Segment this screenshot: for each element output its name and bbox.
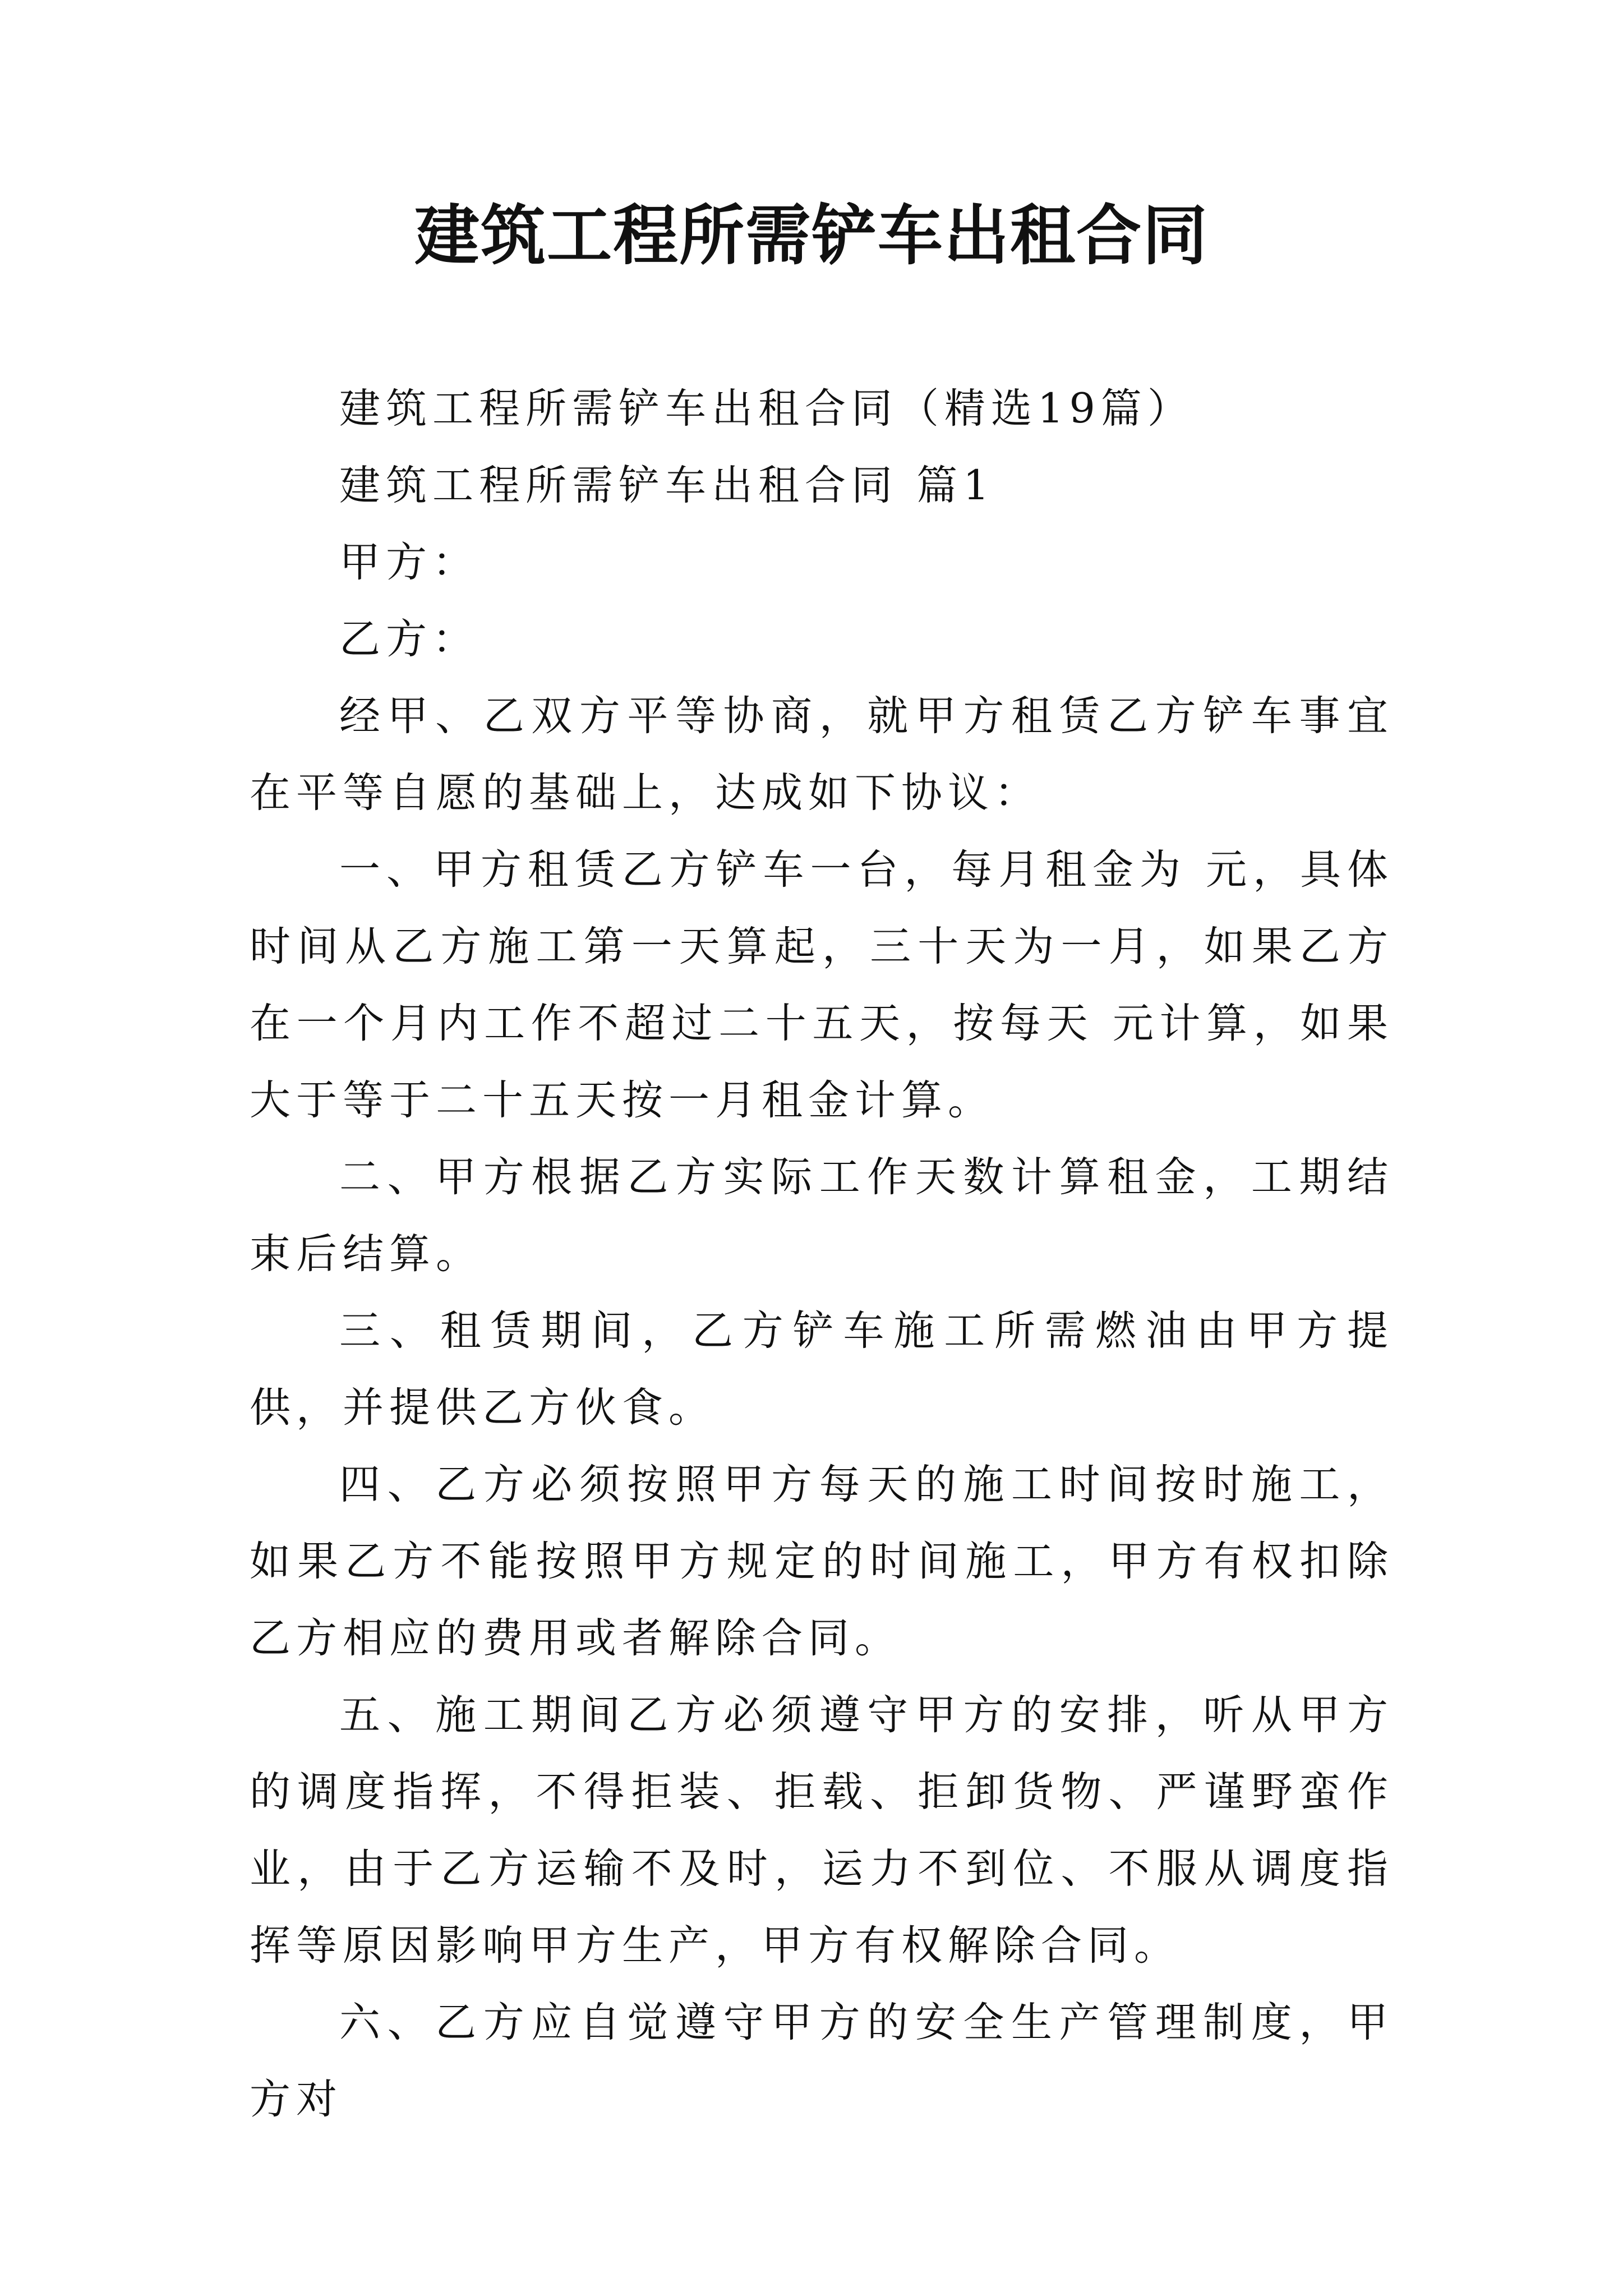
paragraph-clause-5: 五、施工期间乙方必须遵守甲方的安排，听从甲方的调度指挥，不得拒装、拒载、拒卸货物、严谨野蛮作业，由于乙方运输不及时，运力不到位、不服从调度指挥等原因影响甲方生产，甲方有权解除合同。 — [250, 1691, 1394, 1970]
paragraph-clause-6: 六、乙方应自觉遵守甲方的安全生产管理制度，甲方对 — [250, 1999, 1394, 2123]
paragraph-clause-2: 二、甲方根据乙方实际工作天数计算租金，工期结束后结算。 — [250, 1153, 1394, 1278]
paragraph-section-heading: 建筑工程所需铲车出租合同 篇1 — [339, 462, 995, 509]
paragraph-clause-4: 四、乙方必须按照甲方每天的施工时间按时施工，如果乙方不能按照甲方规定的时间施工，甲方有权扣除乙方相应的费用或者解除合同。 — [250, 1461, 1394, 1662]
paragraph-subtitle: 建筑工程所需铲车出租合同（精选19篇） — [339, 385, 1194, 432]
document-title: 建筑工程所需铲车出租合同 — [414, 197, 1209, 274]
paragraph-preamble: 经甲、乙双方平等协商，就甲方租赁乙方铲车事宜在平等自愿的基础上，达成如下协议： — [250, 692, 1394, 817]
paragraph-clause-3: 三、租赁期间，乙方铲车施工所需燃油由甲方提供，并提供乙方伙食。 — [250, 1307, 1394, 1432]
paragraph-party-a: 甲方： — [339, 539, 479, 586]
document-body — [250, 370, 1394, 2138]
paragraph-party-b: 乙方： — [339, 615, 479, 663]
paragraph-clause-1: 一、甲方租赁乙方铲车一台，每月租金为 元，具体时间从乙方施工第一天算起，三十天为一月，如果乙方在一个月内工作不超过二十五天，按每天 元计算，如果大于等于二十五天按一月租金计算。 — [250, 846, 1394, 1124]
